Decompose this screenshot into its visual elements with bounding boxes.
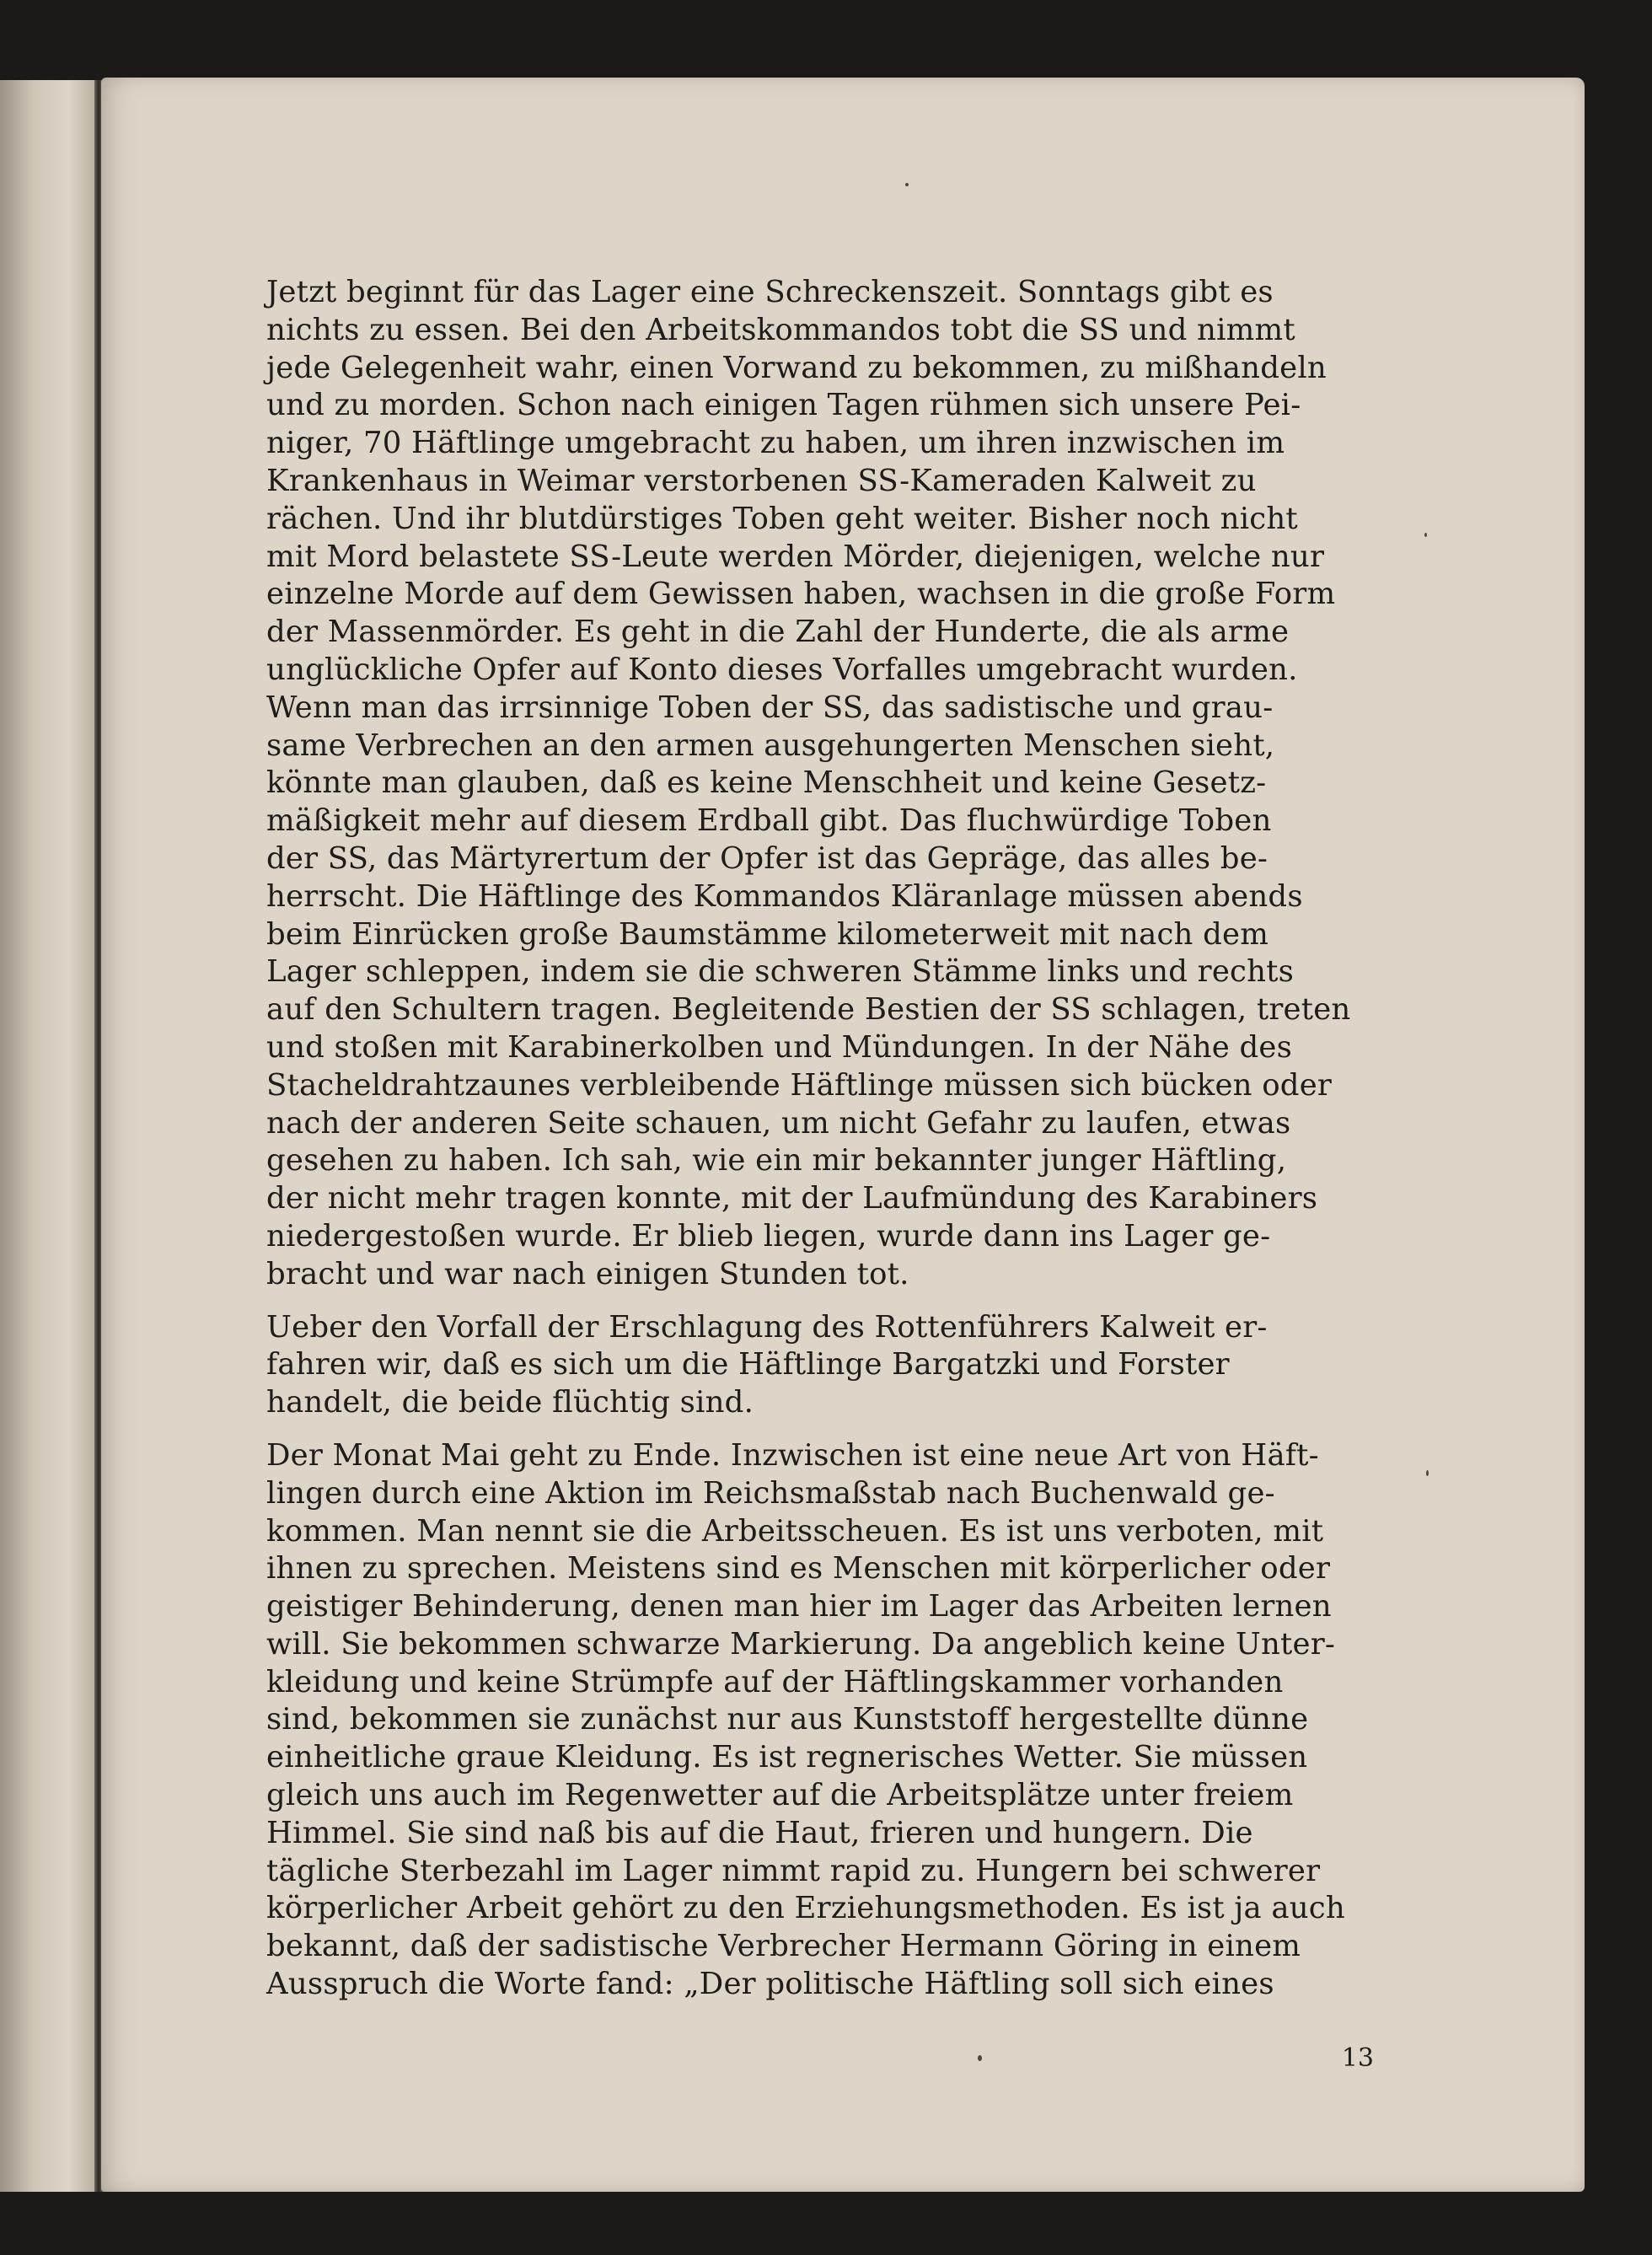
text-line: der Massenmörder. Es geht in die Zahl der Hunderte, die als arme bbox=[266, 615, 1290, 650]
text-line: bekannt, daß der sadistische Verbrecher Hermann Göring in einem bbox=[266, 1929, 1301, 1964]
text-line: same Verbrechen an den armen ausgehungerten Menschen sieht, bbox=[266, 728, 1275, 763]
text-line: rächen. Und ihr blutdürstiges Toben geht weiter. Bisher noch nicht bbox=[266, 501, 1298, 536]
text-line: mit Mord belastete SS-Leute werden Mörder, diejenigen, welche nur bbox=[266, 539, 1325, 574]
text-line: jede Gelegenheit wahr, einen Vorwand zu bekommen, zu mißhandeln bbox=[266, 350, 1327, 385]
text-line: und zu morden. Schon nach einigen Tagen rühmen sich unsere Pei- bbox=[266, 388, 1301, 423]
page-number: 13 bbox=[1341, 2043, 1374, 2073]
text-line: körperlicher Arbeit gehört zu den Erziehungsmethoden. Es ist ja auch bbox=[266, 1891, 1345, 1926]
text-line: einheitliche graue Kleidung. Es ist regnerisches Wetter. Sie müssen bbox=[266, 1740, 1308, 1775]
paper-speck bbox=[905, 183, 909, 186]
text-line: kommen. Man nennt sie die Arbeitsscheuen. Es ist uns verboten, mit bbox=[266, 1513, 1324, 1549]
text-line: mäßigkeit mehr auf diesem Erdball gibt. Das fluchwürdige Toben bbox=[266, 803, 1272, 839]
text-line: auf den Schultern tragen. Begleitende Bestien der SS schlagen, treten bbox=[266, 992, 1351, 1028]
body-text bbox=[266, 274, 1372, 2004]
text-line: herrscht. Die Häftlinge des Kommandos Kläranlage müssen abends bbox=[266, 878, 1303, 914]
text-line: handelt, die beide flüchtig sind. bbox=[266, 1385, 754, 1420]
text-line: und stoßen mit Karabinerkolben und Mündungen. In der Nähe des bbox=[266, 1029, 1293, 1065]
text-line: nach der anderen Seite schauen, um nicht Gefahr zu laufen, etwas bbox=[266, 1105, 1291, 1141]
text-line: beim Einrücken große Baumstämme kilometerweit mit nach dem bbox=[266, 916, 1269, 952]
paragraph-2 bbox=[266, 1309, 1372, 1422]
paper-speck bbox=[978, 2055, 982, 2061]
text-line: gleich uns auch im Regenwetter auf die Arbeitsplätze unter freiem bbox=[266, 1778, 1294, 1813]
text-line: Jetzt beginnt für das Lager eine Schreckenszeit. Sonntags gibt es bbox=[266, 275, 1274, 309]
text-line: Himmel. Sie sind naß bis auf die Haut, frieren und hungern. Die bbox=[266, 1815, 1253, 1850]
text-line: einzelne Morde auf dem Gewissen haben, wachsen in die große Form bbox=[266, 577, 1336, 612]
text-line: fahren wir, daß es sich um die Häftlinge Bargatzki und Forster bbox=[266, 1347, 1230, 1383]
paragraph-3 bbox=[266, 1437, 1372, 2004]
text-line: Der Monat Mai geht zu Ende. Inzwischen ist eine neue Art von Häft- bbox=[266, 1437, 1319, 1473]
text-line: unglückliche Opfer auf Konto dieses Vorfalles umgebracht wurden. bbox=[266, 652, 1298, 687]
text-line: kleidung und keine Strümpfe auf der Häftlingskammer vorhanden bbox=[266, 1664, 1284, 1699]
text-line: geistiger Behinderung, denen man hier im Lager das Arbeiten lernen bbox=[266, 1589, 1332, 1624]
text-line: Wenn man das irrsinnige Toben der SS, das sadistische und grau- bbox=[266, 690, 1274, 725]
text-line: niedergestoßen wurde. Er blieb liegen, wurde dann ins Lager ge- bbox=[266, 1218, 1271, 1254]
text-line: Krankenhaus in Weimar verstorbenen SS-Kameraden Kalweit zu bbox=[266, 463, 1257, 498]
text-line: bracht und war nach einigen Stunden tot. bbox=[266, 1256, 909, 1291]
text-line: der SS, das Märtyrertum der Opfer ist das Gepräge, das alles be- bbox=[266, 840, 1268, 876]
text-line: gesehen zu haben. Ich sah, wie ein mir bekannter junger Häftling, bbox=[266, 1143, 1287, 1179]
paper-speck bbox=[1424, 533, 1427, 537]
text-line: Lager schleppen, indem sie die schweren Stämme links und rechts bbox=[266, 954, 1295, 990]
text-line: sind, bekommen sie zunächst nur aus Kunststoff hergestellte dünne bbox=[266, 1702, 1309, 1737]
paragraph-1 bbox=[266, 274, 1372, 1294]
text-line: tägliche Sterbezahl im Lager nimmt rapid zu. Hungern bei schwerer bbox=[266, 1853, 1321, 1888]
text-line: Ausspruch die Worte fand: „Der politische Häftling soll sich eines bbox=[266, 1967, 1274, 2002]
text-line: lingen durch eine Aktion im Reichsmaßstab nach Buchenwald ge- bbox=[266, 1475, 1275, 1511]
text-line: könnte man glauben, daß es keine Menschheit und keine Gesetz- bbox=[266, 765, 1267, 801]
text-line: Stacheldrahtzaunes verbleibende Häftlinge müssen sich bücken oder bbox=[266, 1067, 1333, 1103]
text-line: nichts zu essen. Bei den Arbeitskommandos tobt die SS und nimmt bbox=[266, 312, 1295, 347]
text-line: der nicht mehr tragen konnte, mit der Laufmündung des Karabiners bbox=[266, 1181, 1318, 1216]
paper-speck bbox=[1426, 1470, 1429, 1476]
left-page-edge bbox=[0, 80, 97, 2192]
text-line: niger, 70 Häftlinge umgebracht zu haben, um ihren inzwischen im bbox=[266, 426, 1285, 461]
text-line: ihnen zu sprechen. Meistens sind es Menschen mit körperlicher oder bbox=[266, 1551, 1331, 1587]
text-line: will. Sie bekommen schwarze Markierung. Da angeblich keine Unter- bbox=[266, 1626, 1336, 1662]
text-line: Ueber den Vorfall der Erschlagung des Rottenführers Kalweit er- bbox=[266, 1309, 1268, 1345]
